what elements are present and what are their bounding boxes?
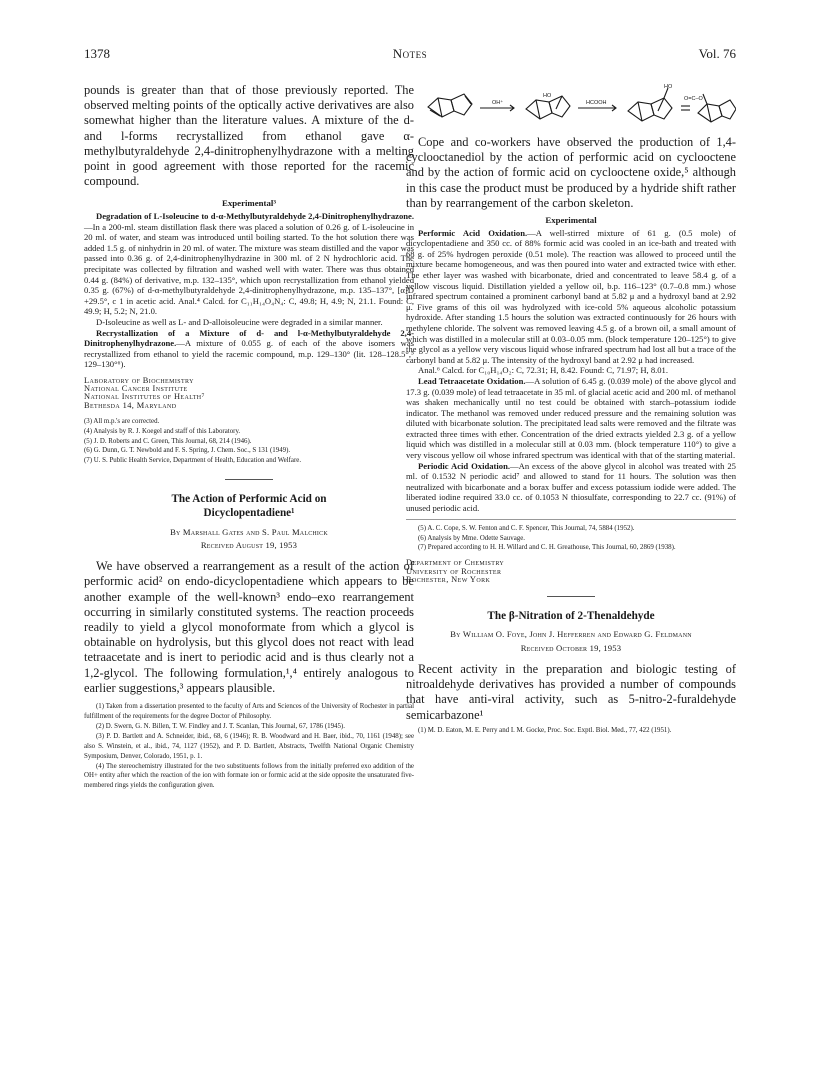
footnote: (3) All m.p.'s are corrected. bbox=[84, 417, 160, 425]
article-title-2: The β-Nitration of 2-Thenaldehyde bbox=[487, 609, 655, 622]
lead-title: Lead Tetraacetate Oxidation. bbox=[418, 375, 526, 386]
footnotes-block-2 bbox=[84, 702, 414, 791]
divider bbox=[547, 596, 595, 597]
performic-paragraph bbox=[406, 228, 736, 366]
footnote-rule bbox=[406, 519, 736, 520]
volume-label: Vol. 76 bbox=[698, 46, 736, 61]
formate-label: O=C–O bbox=[684, 96, 703, 102]
dicyclopentadiene-structure bbox=[428, 94, 472, 117]
article-body-2: Recent activity in the preparation and biologic testing of nitroaldehyde derivatives has provided a number of compounds that have anti-viral activity, such as 5-nitro-2-furaldehyde semicarbazone¹ bbox=[406, 661, 736, 722]
degradation-text: —In a 200-ml. steam distillation flask there was placed a solution of 0.26 g. of L-isoleucine in 20 ml. of water, and steam was introduced until boiling started. To the hot solution there was added 1.5 g. of ninhydrin in 20 ml. of water. The mixture was steam distilled and the vapor was passed into 0.36 g. of 2,4-dinitrophenylhydrazine in 300 ml. of 2 N hydrochloric acid. The precipitate was collected by filtration and washed well with water. There was thus obtained 0.44 g. (84%) of derivative, m.p. 132–135°, which upon recrystallization from ethanol yielded 0.35 g. (67%) of d-α-methylbutyraldehyde 2,4-dinitrophenylhydrazone, m.p. 135–137°, [α]D +29.5°, c 1 in acetic acid. Anal.⁴ Calcd. for C₁₁H₁₄O₄N₄: C, 49.8; H, 4.9; N, 21.1. Found: C, 49.9; H, 5.2; N, 21.0. bbox=[84, 221, 414, 317]
affiliation-line: Department of Chemistry bbox=[406, 558, 505, 568]
hydroxyl-label: HO bbox=[543, 93, 552, 99]
affiliation-line: Laboratory of Biochemistry bbox=[84, 375, 194, 385]
reagent-label: OH⁺ bbox=[492, 100, 504, 106]
recryst-paragraph bbox=[84, 328, 414, 370]
reaction-scheme bbox=[406, 83, 736, 131]
affiliation-block bbox=[84, 377, 414, 410]
footnote: (7) Prepared according to H. H. Willard and C. H. Greathouse, This Journal, 60, 2869 (1938). bbox=[418, 544, 676, 552]
cope-paragraph: Cope and co-workers have observed the production of 1,4-cyclooctanediol by the action of performic acid on cyclooctene and by the action of formic acid on cyclooctene oxide,⁵ although in this case the product must be produced by a hydride shift rather than by rearrangement of the carbon skeleton. bbox=[406, 135, 736, 210]
footnote: (6) Analysis by Mme. Odette Sauvage. bbox=[418, 534, 525, 542]
periodic-title: Periodic Acid Oxidation. bbox=[418, 460, 511, 471]
affiliation-block-right bbox=[406, 559, 736, 584]
footnote: (2) D. Swern, G. N. Billen, T. W. Findley and J. T. Scanlan, This Journal, 67, 1786 (1945). bbox=[96, 722, 345, 730]
reagent-label: HCOOH bbox=[586, 100, 607, 106]
recryst-title: Recrystallization of a Mixture of d- and l-α-Methylbutyraldehyde 2,4-Dinitrophenylhydrazone. bbox=[84, 327, 414, 349]
footnote: (3) P. D. Bartlett and A. Schneider, ibid., 68, 6 (1946); R. B. Woodward and H. Baer, ibid., 70, 1161 (1948); see also S. Winstein, et al., ibid., 74, 1127 (1952), and P. D. Bartlett, Abstracts, Twelfth National Organic Chemistry Symposium, Denver, Colorado, 1951, p. 1. bbox=[84, 732, 414, 760]
alloisoleucine-paragraph: D-Isoleucine as well as L- and D-alloisoleucine were degraded in a similar manner. bbox=[96, 316, 383, 327]
footnotes-block bbox=[84, 417, 414, 467]
affiliation-line: National Institutes of Health⁷ bbox=[84, 392, 205, 402]
cation-structure bbox=[526, 96, 570, 119]
affiliation-line: Rochester, New York bbox=[406, 574, 491, 584]
article-authors: By Marshall Gates and S. Paul Malchick bbox=[170, 527, 328, 538]
footnotes-block-right bbox=[406, 524, 736, 554]
article-received: Received August 19, 1953 bbox=[200, 540, 298, 551]
footnote: (5) A. C. Cope, S. W. Fenton and C. F. Spencer, This Journal, 74, 5884 (1952). bbox=[418, 524, 635, 532]
page-number: 1378 bbox=[84, 46, 110, 61]
right-column bbox=[406, 83, 736, 736]
periodic-paragraph bbox=[406, 461, 736, 514]
footnote: (1) Taken from a dissertation presented to the faculty of Arts and Sciences of the University of Rochester in partial fulfillment of the requirements for the degree Doctor of Philosophy. bbox=[84, 703, 414, 720]
footnote: (7) U. S. Public Health Service, Department of Health, Education and Welfare. bbox=[84, 457, 302, 465]
affiliation-line: University of Rochester bbox=[406, 566, 502, 576]
performic-title: Performic Acid Oxidation. bbox=[418, 227, 528, 238]
left-column bbox=[84, 83, 414, 791]
experimental-heading: Experimental³ bbox=[222, 198, 276, 209]
footnote: (4) The stereochemistry illustrated for the two substituents follows from the initially preferred exo addition of the OH+ entity after which the reaction of the ion with formate ion or formic acid at the side opposite the unsaturated five-membered rings yields the configuration given. bbox=[84, 762, 414, 790]
hydroxyl-label: HO bbox=[664, 84, 673, 90]
article-body: We have observed a rearrangement as a result of the action of performic acid² on endo-dicyclopentadiene which appears to be another example of the well-known³ endo–exo rearrangement occurring in similarly constituted systems. The reaction proceeds readily to yield a glycol monoformate from which a glycol is obtainable on hydrolysis, but this glycol does not react with lead tetraacetate and is inert to periodic acid and is thus clearly not a 1,2-glycol. The following formulation,¹,⁴ entirely analogous to earlier suggestions,³ appears plausible. bbox=[84, 559, 414, 695]
affiliation-line: National Cancer Institute bbox=[84, 384, 188, 394]
anal-paragraph: Anal.⁶ Calcd. for C₁₀H₁₄O₂: C, 72.31; H, 8.42. Found: C, 71.97; H, 8.01. bbox=[418, 365, 669, 376]
formate-product-structure bbox=[628, 88, 672, 121]
lead-paragraph bbox=[406, 376, 736, 461]
article-received-2: Received October 19, 1953 bbox=[520, 642, 622, 653]
footnote: (5) J. D. Roberts and C. Green, This Journal, 68, 214 (1946). bbox=[84, 437, 252, 445]
lead-text: —A solution of 6.45 g. (0.039 mole) of the above glycol and 17.3 g. (0.039 mole) of lead tetraacetate in 35 ml. of glacial acetic acid and 200 ml. of methanol was shaken mechanically until no test could be obtained with starch–potassium iodide indicator. The methanol was removed under reduced pressure and the remaining solution was diluted with bicarbonate solution. The precipitated lead salts were removed and the filtrate was extracted three times with ether. Concentration of the dried extracts yielded 2.3 g. of a yellow liquid which was distilled in a molecular still at 0.03 mm. (block temperature 110°) to give a very viscous yellow oil whose infrared spectrum was identical with that of the starting material. bbox=[406, 375, 736, 461]
performic-text: —A well-stirred mixture of 61 g. (0.5 mole) of dicyclopentadiene and 350 cc. of 88% formic acid was cooled in an ice-bath and treated with 68 g. of 25% hydrogen peroxide (0.51 mole). The reaction was allowed to proceed until the mixture became homogeneous, and was then poured into water and extracted twice with ether. The ether layer was washed with bicarbonate, dried and concentrated to leave 58.4 g. of a yellow viscous liquid. Distillation yielded a yellow oil, b.p. 116–123° (0.7–0.8 mm.) whose infrared spectrum contained a prominent carbonyl band at 5.82 μ and a hydroxyl band at 2.92 μ. Five grams of this oil was hydrolyzed with ice-cold 5% aqueous alcoholic potassium hydroxide. After standing 1.5 hours the solution was extracted continuously for 26 hours with methylene chloride. The solvent was removed leaving 4.5 g. of a brown oil, a small amount of which was distilled in a molecular still at 0.03–0.05 mm. (block temperature 120–125°) to give the glycol as a yellow very viscous liquid whose infrared spectrum had lost all but a trace of the carbonyl band at 5.82 μ. The intensity of the hydroxyl band at 2.92 μ had increased. bbox=[406, 227, 736, 365]
experimental-heading-right: Experimental bbox=[545, 215, 597, 226]
intro-paragraph: pounds is greater than that of those previously reported. The observed melting points of the optically active derivatives are also somewhat higher than the literature values. A mixture of the d- and l-forms recrystallized from ethanol gave α-methylbutyraldehyde 2,4-dinitrophenylhydrazone with a melting point in good agreement with those reported for the racemic compound. bbox=[84, 83, 414, 189]
exo-glycol-structure bbox=[698, 94, 736, 122]
degradation-title: Degradation of L-Isoleucine to d-α-Methylbutyraldehyde 2,4-Dinitrophenylhydrazone. bbox=[96, 211, 414, 222]
periodic-text: —An excess of the above glycol in alcohol was treated with 25 ml. of 0.1532 N periodic acid⁷ and allowed to stand for 11 hours. The solution was then neutralized with bicarbonate and a borax buffer and excess potassium iodide were added. The liberated iodine required 33.0 cc. of 0.1053 N thiosulfate, corresponding to 22.7 cc. (91%) of unused periodic acid. bbox=[406, 460, 736, 514]
article-title: The Action of Performic Acid on Dicyclopentadiene¹ bbox=[171, 493, 327, 520]
affiliation-line: Bethesda 14, Maryland bbox=[84, 400, 177, 410]
footnote: (1) M. D. Eaton, M. E. Perry and I. M. Gocke, Proc. Soc. Exptl. Biol. Med., 77, 422 (1951). bbox=[418, 726, 672, 734]
article-authors-2: By William O. Foye, John J. Hefferren and Edward G. Feldmann bbox=[450, 628, 692, 639]
footnote: (4) Analysis by R. J. Koegel and staff of this Laboratory. bbox=[84, 427, 241, 435]
divider bbox=[225, 479, 273, 480]
footnote: (6) G. Dunn, G. T. Newbold and F. S. Spring, J. Chem. Soc., S 131 (1949). bbox=[84, 447, 291, 455]
recryst-text: —A mixture of 0.055 g. of each of the above isomers was recrystallized from ethanol to yield the racemic compound, m.p. 129–130° (lit. 128–128.5°,⁵ 129–130°⁶). bbox=[84, 338, 414, 370]
degradation-paragraph bbox=[84, 211, 414, 317]
running-head: Notes bbox=[392, 46, 428, 61]
